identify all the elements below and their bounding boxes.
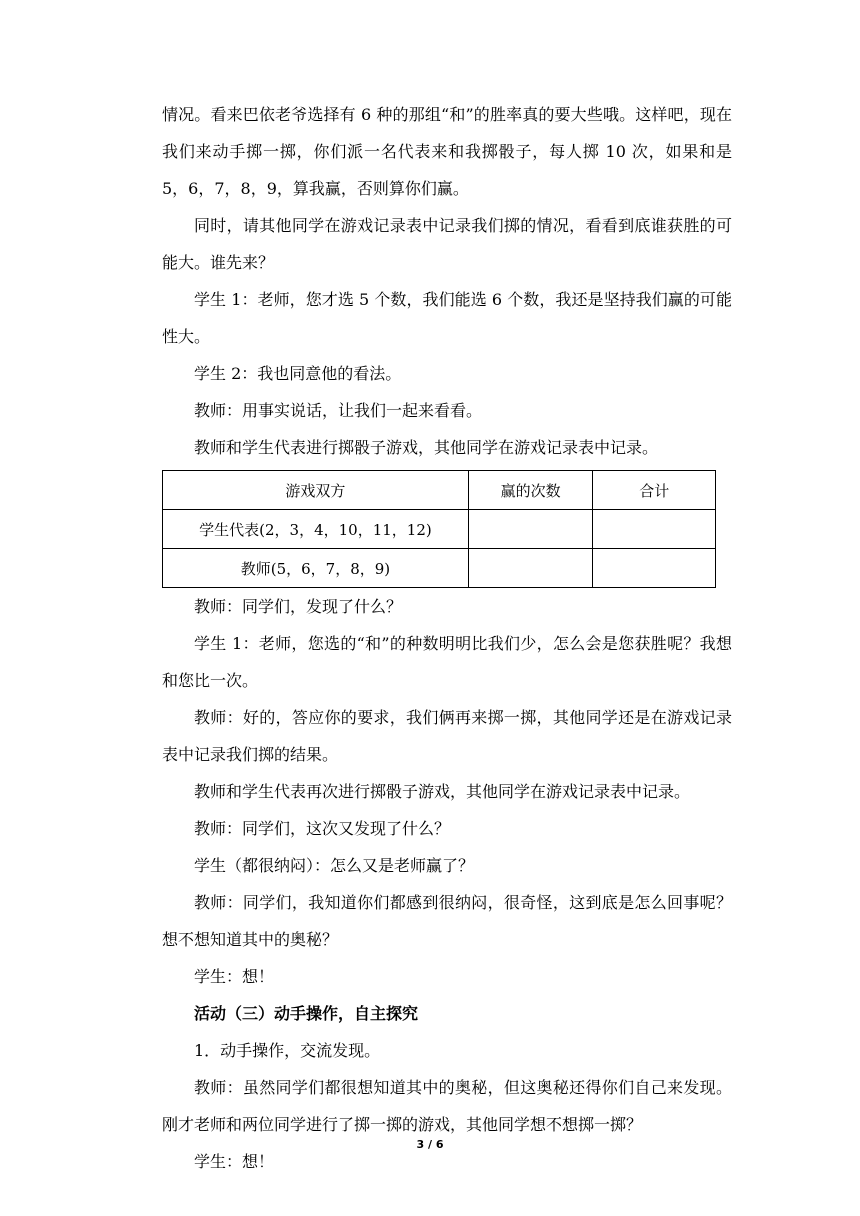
table-cell [468, 510, 593, 549]
table-header-cell: 合计 [593, 471, 716, 510]
paragraph: 学生 1：老师，您才选 5 个数，我们能选 6 个数，我还是坚持我们赢的可能性大。 [162, 290, 732, 346]
table-cell [593, 549, 716, 588]
table-row [163, 510, 716, 549]
paragraph: 教师：用事实说话，让我们一起来看看。 [194, 401, 483, 420]
paragraph: 教师：同学们，这次又发现了什么？ [194, 819, 451, 838]
paragraph: 学生 2：我也同意他的看法。 [194, 364, 402, 383]
section-heading: 活动（三）动手操作，自主探究 [194, 1004, 419, 1023]
page-number: 3 / 6 [416, 1138, 444, 1151]
paragraph: 教师和学生代表进行掷骰子游戏，其他同学在游戏记录表中记录。 [194, 438, 659, 457]
paragraph: 1．动手操作，交流发现。 [194, 1041, 381, 1060]
paragraph: 学生：想！ [194, 967, 275, 986]
paragraph: 学生（都很纳闷）：怎么又是老师赢了？ [194, 856, 475, 875]
table-cell: 教师(5，6，7，8，9) [163, 549, 469, 588]
paragraph: 教师和学生代表再次进行掷骰子游戏，其他同学在游戏记录表中记录。 [194, 782, 691, 801]
table-cell: 学生代表(2，3，4，10，11，12) [163, 510, 469, 549]
paragraph: 教师：好的，答应你的要求，我们俩再来掷一掷，其他同学还是在游戏记录表中记录我们掷的结果。 [162, 708, 732, 764]
paragraph: 教师：同学们，发现了什么？ [194, 597, 403, 616]
table-header-row [163, 471, 716, 510]
paragraph: 教师：同学们，我知道你们都感到很纳闷，很奇怪，这到底是怎么回事呢？想不想知道其中的奥秘？ [162, 893, 732, 949]
document-body [162, 96, 732, 1180]
paragraph: 同时，请其他同学在游戏记录表中记录我们掷的情况，看看到底谁获胜的可能大。谁先来？ [162, 216, 732, 272]
table-row [163, 549, 716, 588]
table-cell [468, 549, 593, 588]
paragraph: 学生：想！ [194, 1152, 275, 1171]
table-cell [593, 510, 716, 549]
table-header-cell: 赢的次数 [468, 471, 593, 510]
paragraph: 教师：虽然同学们都很想知道其中的奥秘，但这奥秘还得你们自己来发现。刚才老师和两位同学进行了掷一掷的游戏，其他同学想不想掷一掷？ [162, 1078, 732, 1134]
paragraph: 情况。看来巴依老爷选择有 6 种的那组“和”的胜率真的要大些哦。这样吧，现在我们来动手掷一掷，你们派一名代表来和我掷骰子，每人掷 10 次，如果和是 5，6，7，8，9，算我赢，否则算你们赢。 [162, 105, 732, 198]
game-record-table [162, 470, 716, 588]
paragraph: 学生 1：老师，您选的“和”的种数明明比我们少，怎么会是您获胜呢？我想和您比一次。 [162, 634, 732, 690]
table-header-cell: 游戏双方 [163, 471, 469, 510]
